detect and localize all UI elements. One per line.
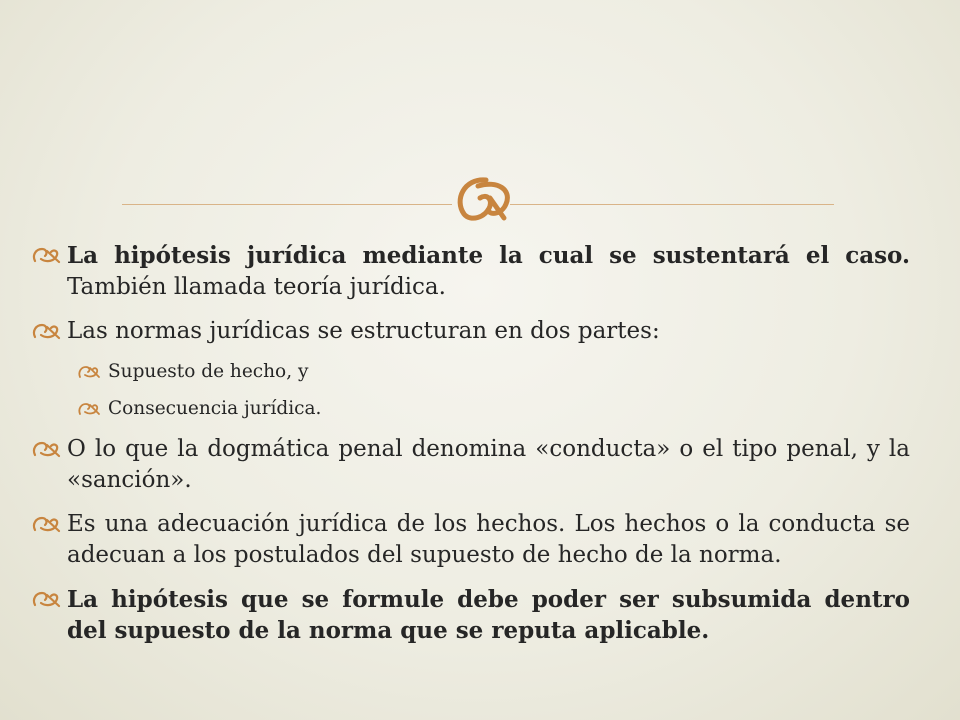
sub-item-text: Consecuencia jurídica.	[108, 398, 322, 419]
bullet-list	[30, 240, 910, 659]
scroll-bullet-icon	[30, 245, 62, 265]
scroll-bullet-icon	[76, 400, 102, 418]
title-divider-left	[122, 204, 452, 205]
scroll-bullet-icon	[30, 589, 62, 609]
item-bold-text: La hipótesis jurídica mediante la cual se sustentará el caso.	[67, 242, 910, 269]
list-item	[30, 434, 910, 496]
list-item	[30, 509, 910, 571]
scroll-bullet-icon	[30, 514, 62, 534]
scroll-bullet-icon	[30, 321, 62, 341]
scroll-bullet-icon	[76, 363, 102, 381]
item-text: También llamada teoría jurídica.	[67, 274, 446, 300]
item-bold-text: La hipótesis que se formule debe poder ser subsumida dentro del supuesto de la norma que se reputa aplicable.	[67, 586, 910, 644]
list-item	[30, 584, 910, 646]
list-item	[30, 240, 910, 303]
decorative-scroll-icon	[446, 174, 516, 224]
title-divider-right	[510, 204, 834, 205]
sub-list-item	[30, 397, 910, 421]
sub-list-item	[30, 360, 910, 384]
item-text: O lo que la dogmática penal denomina «conducta» o el tipo penal, y la «sanción».	[67, 436, 910, 493]
sub-item-text: Supuesto de hecho, y	[108, 361, 309, 382]
list-item	[30, 316, 910, 347]
item-text: Es una adecuación jurídica de los hechos. Los hechos o la conducta se adecuan a los postulados del supuesto de hecho de la norma.	[67, 511, 910, 568]
scroll-bullet-icon	[30, 439, 62, 459]
item-text: Las normas jurídicas se estructuran en dos partes:	[67, 318, 660, 344]
